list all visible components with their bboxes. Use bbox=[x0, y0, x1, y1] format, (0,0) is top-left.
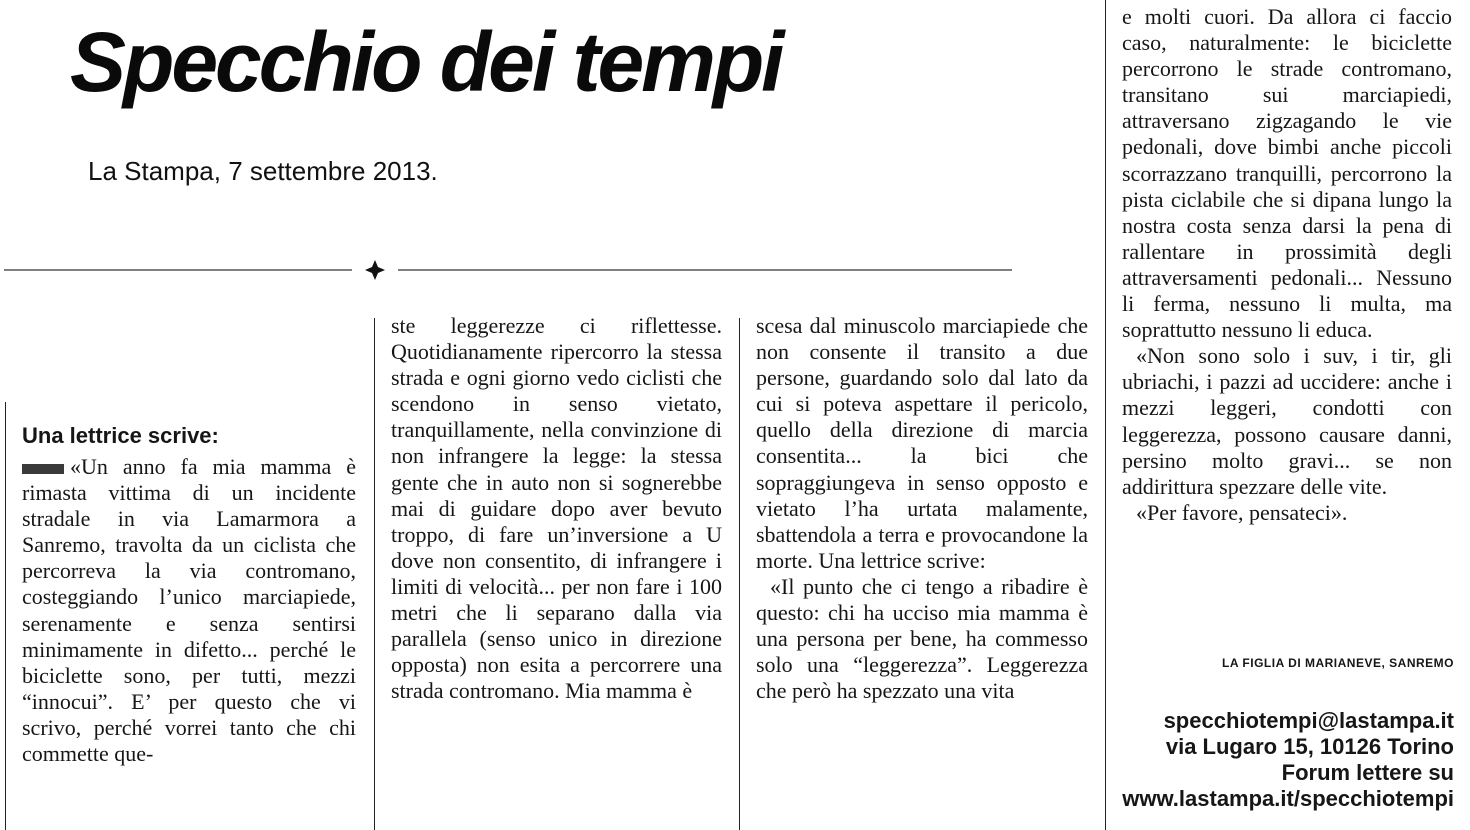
column-3-paragraph-1: scesa dal minuscolo marciapiede che non consente il transito a due persone, guardando solo dal lato da cui si poteva aspettare il pericolo, quello della direzione di marcia consentita... la bici che sopraggiungeva in senso opposto e vietato l’ha urtata malamente, sbattendola a terra e provocandone la morte. Una lettrice scrive: bbox=[756, 313, 1088, 573]
column-2-text: ste leggerezze ci riflettesse. Quotidianamente ripercorro la stessa strada e ogni giorno vedo ciclisti che scendono in senso vietato, tranquillamente, nella convinzione di non infrangere la legge: la stessa gente che in auto non si sognerebbe mai di guidare dopo aver bevuto troppo, di fare un’inversione a U dove non consentito, di infrangere i limiti di velocità... per non fare i 100 metri che li separano dalla via parallela (senso unico in direzione opposta) non esita a percorrere una strada contromano. Mia mamma è bbox=[391, 313, 722, 704]
contact-email: specchiotempi@lastampa.it bbox=[1163, 708, 1454, 733]
ornamental-divider bbox=[0, 258, 1012, 282]
forum-website: www.lastampa.it/specchiotempi bbox=[1122, 786, 1454, 811]
column-4-paragraph-1: e molti cuori. Da allora ci faccio caso, naturalmente: le biciclette percorrono le strade contromano, transitano sui marciapiedi, attraversano zigzagando le vie pedonali, dove bimbi anche piccoli scorrazzano tranquilli, percorrono la pista ciclabile che si dipana lungo la nostra costa senza darsi la pena di rallentare in prossimità degli attraversamenti pedonali... Nessuno li ferma, nessuno li multa, ma soprattutto nessuno li educa. bbox=[1122, 4, 1452, 343]
contact-address: via Lugaro 15, 10126 Torino bbox=[1165, 734, 1454, 759]
masthead-title: Specchio dei tempi bbox=[70, 15, 782, 109]
column-rule bbox=[374, 318, 375, 830]
contact-block bbox=[1122, 708, 1454, 812]
column-rule bbox=[5, 402, 6, 830]
article-column-4 bbox=[1122, 4, 1452, 644]
column-3-paragraph-2: «Il punto che ci tengo a ribadire è questo: chi ha ucciso mia mamma è una persona per bene, ha commesso solo una “leggerezza”. Leggerezza che però ha spezzato una vita bbox=[756, 573, 1088, 704]
publication-date: La Stampa, 7 settembre 2013. bbox=[88, 156, 438, 186]
bullet-marker bbox=[22, 464, 64, 474]
column-1-text: «Un anno fa mia mamma è rimasta vittima di un incidente stradale in via Lamarmora a Sanremo, travolta da un ciclista che percorreva la via contromano, costeggiando l’unico marciapiede, serenamente e senza sentirsi minimamente in difetto... perché le biciclette sono, per tutti, mezzi “innocui”. E’ per questo che vi scrivo, perché vorrei tanto che chi commette que- bbox=[22, 454, 356, 767]
article-column-3 bbox=[756, 313, 1088, 826]
forum-label: Forum lettere su bbox=[1281, 760, 1454, 785]
article-column-1 bbox=[22, 422, 356, 826]
column-4-paragraph-3: «Per favore, pensateci». bbox=[1136, 499, 1348, 525]
column-rule bbox=[739, 318, 740, 830]
column-4-paragraph-2: «Non sono solo i suv, i tir, gli ubriachi, i pazzi ad uccidere: anche i mezzi leggeri, condotti con leggerezza, possono causare danni, persino molto gravi... se non addirittura spezzare delle vite. bbox=[1122, 343, 1452, 499]
article-column-2 bbox=[391, 313, 722, 826]
article-heading: Una lettrice scrive: bbox=[22, 423, 219, 448]
column-rule bbox=[1105, 0, 1106, 830]
letter-signature: LA FIGLIA DI MARIANEVE, SANREMO bbox=[1222, 656, 1454, 670]
